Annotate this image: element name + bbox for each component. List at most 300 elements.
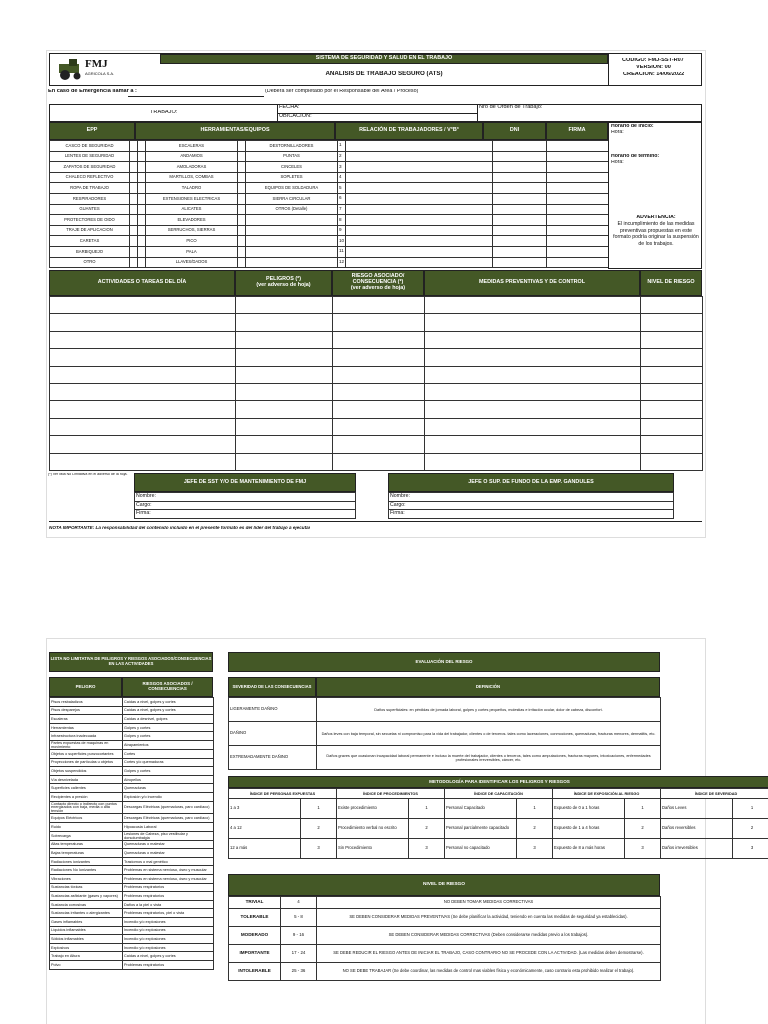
hazard-risk: Atropellos [123,775,214,784]
tool-checkbox[interactable] [138,183,146,194]
tool-checkbox[interactable] [138,225,146,236]
riesgo-field[interactable] [333,314,425,331]
hazard-name: Sustancias tóxicas [50,883,123,892]
relacion-header: RELACIÓN DE TRABAJADORES / V°B° [335,122,483,140]
trabajo-label: TRABAJO: [150,110,178,115]
hazard-risk: Trastornos o mal genético [123,857,214,866]
severity-level: EXTREMADAMENTE DAÑINO [229,746,317,770]
riesgo-field[interactable] [333,297,425,314]
method-row [229,799,768,819]
hazard-name: Sólidos inflamables [50,935,123,944]
tool-checkbox[interactable] [138,162,146,173]
worker-number: 12 [338,257,346,268]
logo-subtext: AGRICOLA S.A. [85,72,115,76]
hazard-row [50,814,214,823]
level-name: IMPORTANTE [229,945,281,963]
hazard-risk: Hipoacusia Laboral [123,823,214,832]
peligro-field[interactable] [236,297,333,314]
firma-field[interactable] [547,225,609,236]
nivel-field[interactable] [641,314,703,331]
firma-field[interactable] [547,257,609,268]
tool-checkbox[interactable] [238,225,246,236]
method-header: ÍNDICE DE PERSONAS EXPUESTAS [229,789,337,799]
level-name: MODERADO [229,927,281,945]
epp-row [50,141,609,152]
form-code: CÓDIGO: FMJ-SST-R07 [622,58,684,63]
nivel-field[interactable] [641,349,703,366]
epp-checkbox[interactable] [130,257,138,268]
hazard-row [50,698,214,707]
firma-field[interactable] [547,236,609,247]
epp-item-label: TRAJE DE APLICACION [50,225,130,236]
dni-field[interactable] [493,162,547,173]
hazard-name: Ruido [50,823,123,832]
peligro-field[interactable] [236,453,333,470]
worker-name-field[interactable] [346,162,493,173]
riesgo-field[interactable] [333,453,425,470]
method-header: ÍNDICE DE CAPACITACIÓN [445,789,553,799]
level-row [229,963,661,981]
nivel-field[interactable] [641,401,703,418]
peligro-field[interactable] [236,314,333,331]
medidas-field[interactable] [425,383,641,400]
level-name: TOLERABLE [229,909,281,927]
activity-field[interactable] [50,401,236,418]
nivel-field[interactable] [641,418,703,435]
riesgo-field[interactable] [333,349,425,366]
epp-checkbox[interactable] [130,172,138,183]
tool-checkbox[interactable] [238,236,246,247]
activity-row [50,366,703,383]
fundo-nombre[interactable]: Nombre: [389,493,674,502]
tool-checkbox[interactable] [238,151,246,162]
hazard-name: Vibraciones [50,874,123,883]
hazard-risk: Golpes y cortes [123,723,214,732]
severity-definition: Daños graves que ocasionan incapacidad laboral permanente e incluso la muerte del trabajador, clientes o terceros, tales como amputaciones, fracturas mayores, intoxicaciones, enfermedades profesionales irreversibles, cáncer, etc. [317,746,661,770]
tool-checkbox[interactable] [238,215,246,226]
tool-checkbox[interactable] [138,215,146,226]
epp-item-label: RESPIRADORES [50,193,130,204]
dni-field[interactable] [493,225,547,236]
hazard-risk: Cortes y/o quemaduras [123,758,214,767]
tool-checkbox[interactable] [238,141,246,152]
hazard-risk: Caídas a nivel, golpes y cortes [123,698,214,707]
hazard-name: Objetos o superficies punzocortantes [50,749,123,758]
method-cell: Expuesto de 0 a 1 horas [553,799,625,819]
evaluacion-title: EVALUACIÓN DEL RIESGO [228,652,660,672]
signature-sst-table [134,492,356,519]
hazard-row [50,935,214,944]
hazard-risk: Descargas Eléctricas (quemaduras, paro cardiaco) [123,801,214,814]
worker-name-field[interactable] [346,172,493,183]
severidad-header: SEVERIDAD DE LAS CONSECUENCIAS [228,677,316,697]
hazard-name: Objetos suspendidos [50,767,123,776]
method-cell: 1 [301,799,337,819]
dni-field[interactable] [493,204,547,215]
hazard-risk: Atrapamientos [123,740,214,749]
epp-checkbox[interactable] [130,193,138,204]
riesgo-field[interactable] [333,383,425,400]
hazard-name: Escaleras [50,715,123,724]
tool-item-label: PICO [146,236,238,247]
activity-field[interactable] [50,383,236,400]
hazard-row [50,749,214,758]
hazard-name: Gases inflamables [50,917,123,926]
hazard-row [50,866,214,875]
peligro-field[interactable] [236,418,333,435]
system-title: SISTEMA DE SEGURIDAD Y SALUD EN EL TRABAJO [160,54,608,64]
nivel-field[interactable] [641,453,703,470]
activity-row [50,418,703,435]
hazards-table [49,697,214,970]
tool-item-label: PUNTAS [246,151,338,162]
epp-row [50,172,609,183]
hazard-row [50,775,214,784]
worker-name-field[interactable] [346,215,493,226]
tool-checkbox[interactable] [238,162,246,173]
method-cell: Expuesto de 8 a más horas [553,839,625,859]
epp-item-label: BARBIQUEJO [50,246,130,257]
level-row [229,927,661,945]
tool-checkbox[interactable] [238,183,246,194]
tool-checkbox[interactable] [138,151,146,162]
method-header: ÍNDICE DE EXPOSICIÓN AL RIESGO [553,789,661,799]
tool-checkbox[interactable] [138,246,146,257]
worker-name-field[interactable] [346,193,493,204]
tool-item-label: DESTORNILLADORES [246,141,338,152]
tool-item-label: TALADRO [146,183,238,194]
level-description: SE DEBEN CONSIDERAR MEDIDAS PREVENTIVAS (Se debe planificar la actividad, teniendo en cuenta las medidas de seguridad ya establecidas). [317,909,661,927]
hazard-name: Líquidos inflamables [50,926,123,935]
level-range: 9 - 16 [281,927,317,945]
tool-checkbox[interactable] [238,257,246,268]
hazard-name: Radiaciones ionizantes [50,857,123,866]
epp-item-label: CHALECO REFLECTIVO [50,172,130,183]
peligro-field[interactable] [236,436,333,453]
worker-number: 3 [338,162,346,173]
tool-item-label: EXTENSIONES ELECTRICAS [146,193,238,204]
level-range: 4 [281,897,317,909]
method-cell: Procedimiento verbal no escrito [337,819,409,839]
medidas-field[interactable] [425,401,641,418]
termino-label: Horario de término: [611,154,660,159]
hazard-row [50,792,214,801]
epp-checkbox[interactable] [130,141,138,152]
advertencia-text: El incumplimiento de las medidas preventivas propuestas en este formato podría originar la suspensión de los trabajos. [613,221,699,247]
epp-row [50,193,609,204]
peligro-field[interactable] [236,366,333,383]
epp-row [50,215,609,226]
riesgo-field[interactable] [333,331,425,348]
method-cell: Personal Capacitado [445,799,517,819]
hazard-row [50,767,214,776]
orden-label: Nro de Orden de Trabajo: [479,105,543,110]
riesgo-field[interactable] [333,418,425,435]
level-description: NO SE DEBE TRABAJAR (Se debe coordinar, las medidas de control mas viables física y económicamente, caso contrario esta prohibido realizar el trabajo). [317,963,661,981]
level-description: SE DEBEN CONSIDERAR MEDIDAS CORRECTIVAS (Deben considerarse medidas previo a los trabajos). [317,927,661,945]
severity-level: LIGERAMENTE DAÑINO [229,698,317,722]
method-cell: 1 [733,799,768,819]
inicio-hora: Hora: [611,130,624,135]
epp-item-label: GUANTES [50,204,130,215]
worker-name-field[interactable] [346,151,493,162]
method-cell: 3 [517,839,553,859]
activities-table [49,296,703,471]
activity-field[interactable] [50,436,236,453]
tool-checkbox[interactable] [238,204,246,215]
hazard-row [50,952,214,961]
worker-name-field[interactable] [346,246,493,257]
worker-name-field[interactable] [346,257,493,268]
method-cell: Daños Leves [661,799,733,819]
epp-checkbox[interactable] [130,162,138,173]
tool-checkbox[interactable] [238,172,246,183]
activity-field[interactable] [50,297,236,314]
epp-checkbox[interactable] [130,151,138,162]
fundo-cargo[interactable]: Cargo: [389,501,674,510]
tool-item-label: LLAVES/DADOS [146,257,238,268]
epp-checkbox[interactable] [130,236,138,247]
firma-header: FIRMA [546,122,608,140]
method-cell: 3 [409,839,445,859]
firma-field[interactable] [547,193,609,204]
hazard-risk: Problemas respiratorios, piel o vista [123,909,214,918]
worker-name-field[interactable] [346,204,493,215]
tool-checkbox[interactable] [138,257,146,268]
tool-checkbox[interactable] [138,172,146,183]
worker-number: 2 [338,151,346,162]
dni-field[interactable] [493,246,547,257]
activity-field[interactable] [50,314,236,331]
nivel-field[interactable] [641,366,703,383]
dni-field[interactable] [493,257,547,268]
firma-field[interactable] [547,162,609,173]
firma-field[interactable] [547,141,609,152]
epp-row [50,225,609,236]
hazard-risk: Lesiones de Cabeza, piso vestibular y dorsolumbalgia [123,831,214,840]
method-cell: 2 [733,819,768,839]
worker-name-field[interactable] [346,183,493,194]
method-row [229,819,768,839]
method-cell: 1 [517,799,553,819]
worker-name-field[interactable] [346,141,493,152]
hazard-row [50,723,214,732]
level-name: TRIVIAL [229,897,281,909]
epp-checkbox[interactable] [130,215,138,226]
worker-name-field[interactable] [346,236,493,247]
hazard-risk: Problemas en sistema nervioso, óseo y muscular [123,874,214,883]
peligro-field[interactable] [236,401,333,418]
firma-field[interactable] [547,183,609,194]
nivel-header: NIVEL DE RIESGO [640,270,702,296]
riesgo-header: RIESGO ASOCIADO/ CONSECUENCIA (*) (ver adverso de hoja) [332,270,424,296]
lista-title: LISTA NO LIMITATIVA DE PELIGROS Y RIESGOS ASOCIADOS/CONSECUENCIAS EN LAS ACTIVIDADES [49,652,213,672]
peligro-header: PELIGRO [49,677,122,697]
hazard-name: Sustancias irritantes o alergizantes [50,909,123,918]
method-cell: 1 a 3 [229,799,301,819]
hazard-row [50,740,214,749]
epp-checkbox[interactable] [130,204,138,215]
activity-row [50,314,703,331]
worker-number: 9 [338,225,346,236]
activity-field[interactable] [50,418,236,435]
method-cell: Daños irreversibles [661,839,733,859]
dni-field[interactable] [493,183,547,194]
method-header-row [229,789,768,799]
tool-item-label: MARTILLOS, COMBAS [146,172,238,183]
severity-table [228,697,661,770]
tool-item-label: ELEVADORES [146,215,238,226]
hazard-row [50,732,214,741]
hazard-row [50,874,214,883]
activity-row [50,297,703,314]
level-range: 17 - 24 [281,945,317,963]
hazard-name: Contacto directo o indirecto con puntos energizados con baja, media o alta tensión [50,801,123,814]
riesgo-field[interactable] [333,366,425,383]
nivel-field[interactable] [641,436,703,453]
form-title: ANALISIS DE TRABAJO SEGURO (ATS) [325,71,443,77]
firma-field[interactable] [547,151,609,162]
hazard-risk: Incendio y/o explosiones [123,943,214,952]
peligros-header: PELIGROS (*) (ver adverso de hoja) [235,270,332,296]
tool-checkbox[interactable] [238,193,246,204]
epp-row [50,236,609,247]
actividades-header: ACTIVIDADES O TAREAS DEL DÍA [49,270,235,296]
method-cell: Expuesto de 1 a 4 horas [553,819,625,839]
hazard-row [50,909,214,918]
severity-row [229,722,661,746]
activity-field[interactable] [50,366,236,383]
sst-firma[interactable]: Firma: [135,510,356,519]
riesgo-field[interactable] [333,401,425,418]
activity-row [50,383,703,400]
tool-item-label: ANDAMIOS [146,151,238,162]
method-cell: 2 [409,819,445,839]
firma-field[interactable] [547,246,609,257]
dni-field[interactable] [493,172,547,183]
worker-number: 4 [338,172,346,183]
tool-checkbox[interactable] [138,141,146,152]
hazard-row [50,883,214,892]
level-row [229,945,661,963]
tool-checkbox[interactable] [138,204,146,215]
fundo-firma[interactable]: Firma: [389,510,674,519]
method-cell: 2 [517,819,553,839]
hazard-row [50,801,214,814]
tool-item-label [246,215,338,226]
method-cell: Personal parcialmente capacitado [445,819,517,839]
riesgo-field[interactable] [333,436,425,453]
hazard-risk: Golpes y cortes [123,767,214,776]
medidas-field[interactable] [425,349,641,366]
hazard-row [50,831,214,840]
epp-item-label: CARETAS [50,236,130,247]
dni-field[interactable] [493,141,547,152]
tool-checkbox[interactable] [138,236,146,247]
activity-field[interactable] [50,349,236,366]
method-table [228,788,768,859]
tool-item-label: CINCELES [246,162,338,173]
termino-hora: Hora: [611,160,624,165]
epp-row [50,257,609,268]
epp-checkbox[interactable] [130,246,138,257]
hazard-name: Sobrecarga [50,831,123,840]
hazard-risk: Caídas a nivel, golpes y cortes [123,952,214,961]
levels-table [228,896,661,981]
tool-checkbox[interactable] [138,193,146,204]
medidas-field[interactable] [425,331,641,348]
activity-field[interactable] [50,331,236,348]
hazard-row [50,857,214,866]
activity-row [50,453,703,470]
hazard-name: Sustancias asfixiante (gases y vapores) [50,892,123,901]
medidas-field[interactable] [425,366,641,383]
hazard-row [50,917,214,926]
peligro-field[interactable] [236,331,333,348]
dni-field[interactable] [493,215,547,226]
activity-field[interactable] [50,453,236,470]
form-version: VERSIÓN: 00 [636,65,671,70]
epp-row [50,246,609,257]
nivel-field[interactable] [641,331,703,348]
medidas-field[interactable] [425,314,641,331]
worker-number: 8 [338,215,346,226]
level-description: SE DEBE REDUCIR EL RIESGO ANTES DE INICIAR EL TRABAJO, CASO CONTRARIO NO SE PROCEDE CON LA ACTIVIDAD. (Las medidas deben demostrarse). [317,945,661,963]
level-range: 25 - 36 [281,963,317,981]
epp-tools-table [49,140,609,268]
nivel-field[interactable] [641,297,703,314]
sst-cargo[interactable]: Cargo: [135,501,356,510]
tool-checkbox[interactable] [238,246,246,257]
hazard-row [50,706,214,715]
peligro-field[interactable] [236,383,333,400]
firma-field[interactable] [547,215,609,226]
dni-field[interactable] [493,236,547,247]
hazard-name: Pisos desparejos [50,706,123,715]
nivel-field[interactable] [641,383,703,400]
tool-item-label: SERRUCHOS, SIERRAS [146,225,238,236]
nivel-title: NIVEL DE RIESGO [228,874,660,896]
medidas-field[interactable] [425,418,641,435]
hazard-risk: Daños a la piel o vista [123,900,214,909]
hazard-name: Equipos Eléctricos [50,814,123,823]
firma-field[interactable] [547,204,609,215]
hazard-name: Recipientes a presión [50,792,123,801]
medidas-field[interactable] [425,436,641,453]
activity-row [50,349,703,366]
dni-field[interactable] [493,193,547,204]
severity-row [229,746,661,770]
method-cell: 1 [409,799,445,819]
form-creation: CREACIÓN: 14/06/2022 [623,72,685,77]
hazard-row [50,715,214,724]
severity-row [229,698,661,722]
hazard-name: Trabajo en Altura [50,952,123,961]
peligro-field[interactable] [236,349,333,366]
hazard-risk: Golpes y cortes [123,732,214,741]
medidas-field[interactable] [425,297,641,314]
sst-nombre[interactable]: Nombre: [135,493,356,502]
epp-checkbox[interactable] [130,183,138,194]
company-logo [55,56,150,82]
method-header: ÍNDICE DE PROCEDIMIENTOS [337,789,445,799]
activity-row [50,436,703,453]
firma-field[interactable] [547,172,609,183]
medidas-field[interactable] [425,453,641,470]
epp-checkbox[interactable] [130,225,138,236]
worker-name-field[interactable] [346,225,493,236]
dni-field[interactable] [493,151,547,162]
